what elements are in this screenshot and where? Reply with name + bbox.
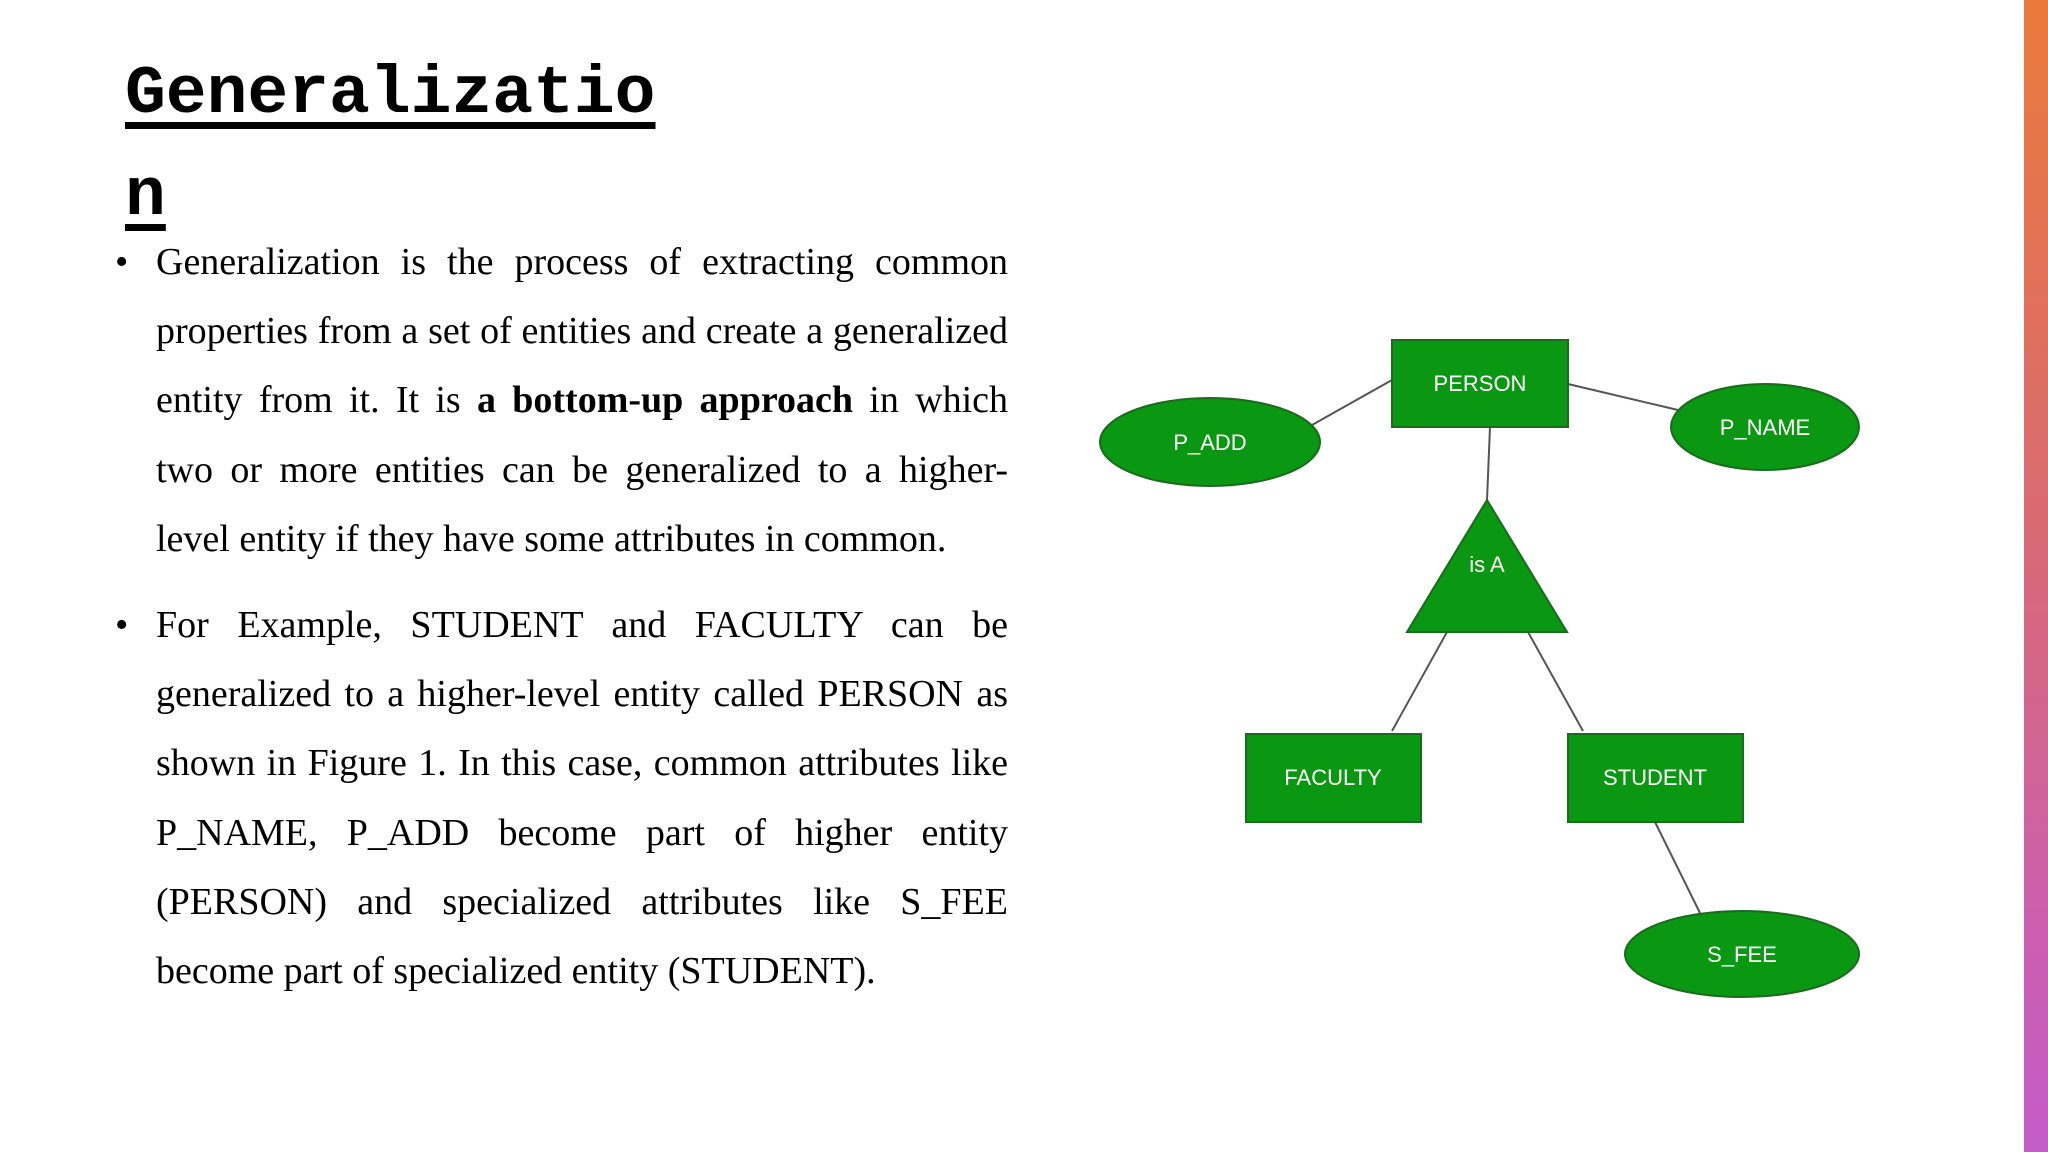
slide-title: Generalization xyxy=(125,56,656,235)
attribute-p-add xyxy=(1100,398,1320,486)
edge-person-p-add xyxy=(1312,380,1392,425)
entity-faculty-label: FACULTY xyxy=(1284,765,1382,790)
attribute-p-name-label: P_NAME xyxy=(1719,415,1811,440)
edge-person-p-name xyxy=(1568,384,1678,410)
accent-gradient-bar xyxy=(2024,0,2048,1152)
edge-person-is-a xyxy=(1487,427,1490,500)
attribute-s-fee-label: S_FEE xyxy=(1707,942,1777,967)
bullet-marker: • xyxy=(115,604,129,647)
edge-is-a-student xyxy=(1528,632,1583,731)
entity-student xyxy=(1568,734,1743,822)
isa-label: is A xyxy=(1469,552,1505,577)
bullet-example xyxy=(115,591,1008,1006)
entity-person-label: PERSON xyxy=(1433,371,1527,396)
entity-student-label: STUDENT xyxy=(1603,765,1707,790)
bullet-text-part: in which two or more entities can be generalized to a higher-level entity if they have some attributes in common. xyxy=(156,379,1008,560)
entity-faculty xyxy=(1246,734,1421,822)
entity-person xyxy=(1392,340,1568,427)
attribute-p-add-label: P_ADD xyxy=(1173,430,1247,455)
bullet-list xyxy=(115,228,1008,1023)
er-diagram xyxy=(1090,330,1890,1010)
bullet-text-part: Generalization is the process of extracting common properties from a set of entities and create a generalized entity from it. It is xyxy=(156,241,1008,422)
bullet-definition xyxy=(115,228,1008,574)
edge-student-s-fee xyxy=(1655,822,1700,913)
edge-is-a-faculty xyxy=(1392,632,1447,731)
attribute-p-name xyxy=(1671,384,1859,470)
isa-node xyxy=(1407,500,1567,632)
bullet-marker: • xyxy=(115,241,129,283)
bullet-text: For Example, STUDENT and FACULTY can be generalized to a higher-level entity called PERSON as shown in Figure 1. In this case, common attributes like P_NAME, P_ADD become part of higher entity (PERSON) and specialized attributes like S_FEE become part of specialized entity (STUDENT). xyxy=(156,604,1008,993)
bullet-text-emphasis: a bottom-up approach xyxy=(476,379,854,422)
bullet-text xyxy=(156,241,1008,560)
attribute-s-fee xyxy=(1625,911,1859,997)
